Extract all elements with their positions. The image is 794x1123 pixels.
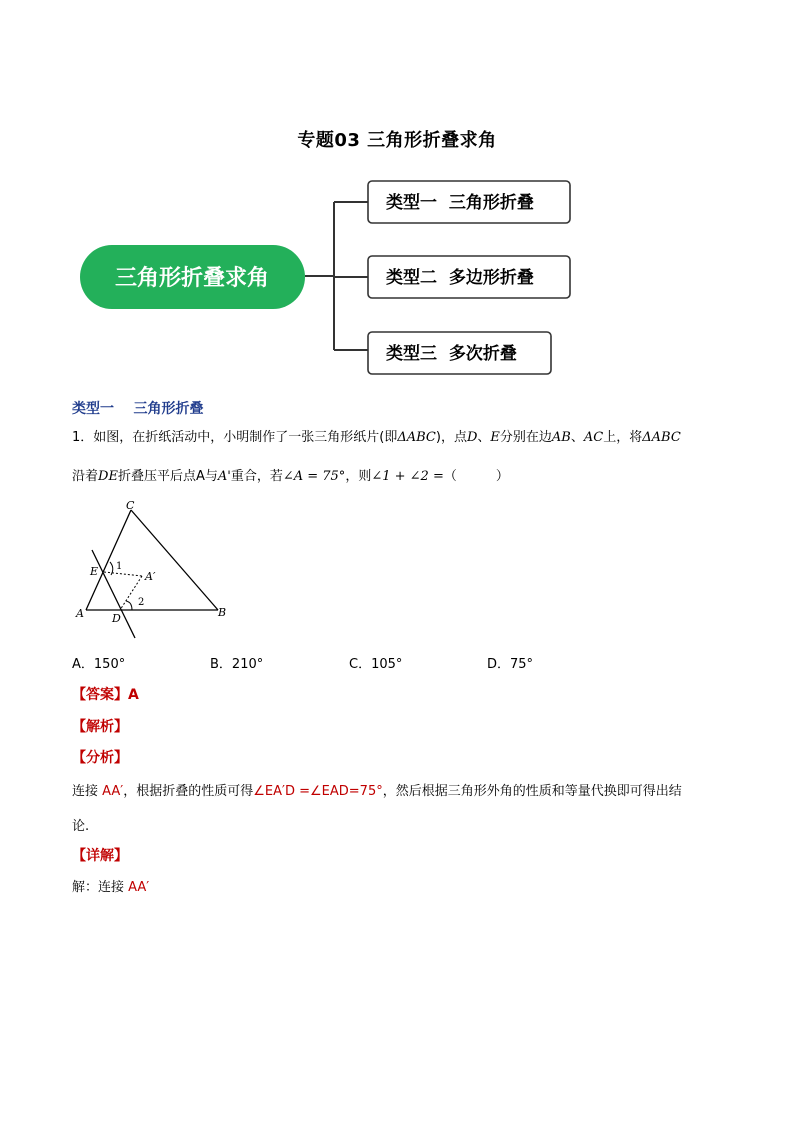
label-B: B	[218, 606, 227, 619]
analysis-line-cont: 论.	[72, 819, 90, 834]
analysis-label: 【解析】	[72, 719, 128, 735]
triangle-figure	[70, 498, 240, 643]
label-A-prime: A′	[145, 570, 156, 583]
section-heading	[72, 398, 204, 418]
answer-row	[72, 684, 139, 704]
question-line-1: 1．如图，在折纸活动中，小明制作了一张三角形纸片(即ΔABC)，点D、E分别在边AB、AC上，将ΔABC	[72, 430, 681, 445]
mindmap-branch-1-label: 类型一 三角形折叠	[386, 193, 534, 213]
option-c[interactable]: C．105°	[349, 657, 403, 672]
side-AC	[86, 510, 131, 610]
angle-1-arc	[110, 562, 113, 575]
page-title: 专题03 三角形折叠求角	[297, 130, 497, 151]
option-b[interactable]: B．210°	[210, 657, 264, 672]
label-E: E	[90, 565, 99, 578]
label-A: A	[76, 607, 84, 620]
question-line-2: 沿着DE折叠压平后点A与A'重合，若∠A = 75°，则∠1 + ∠2 =（ ）	[72, 469, 509, 484]
label-2: 2	[138, 597, 145, 608]
analysis-line: 连接 AA′，根据折叠的性质可得∠EA′D =∠EAD=75°，然后根据三角形外角的性质和等量代换即可得出结	[72, 784, 682, 799]
mindmap-root-label: 三角形折叠求角	[114, 266, 270, 291]
option-a[interactable]: A．150°	[72, 657, 126, 672]
section-heading-topic: 三角形折叠	[133, 401, 204, 417]
mindmap-branch-3-label: 类型三 多次折叠	[386, 344, 517, 364]
label-C: C	[126, 499, 135, 512]
mind-map	[0, 170, 794, 390]
side-BC	[131, 510, 218, 610]
fenxi-label: 【分析】	[72, 750, 128, 766]
answer-value: A	[128, 687, 139, 703]
label-D: D	[112, 612, 121, 625]
option-d[interactable]: D．75°	[487, 657, 534, 672]
section-heading-prefix: 类型一	[72, 401, 114, 417]
mindmap-branch-2-label: 类型二 多边形折叠	[386, 268, 534, 288]
fold-segment-EA	[104, 572, 142, 576]
answer-label: 【答案】	[72, 687, 128, 703]
solution-line: 解：连接 AA′	[72, 880, 150, 895]
detail-label: 【详解】	[72, 848, 128, 864]
label-1: 1	[116, 561, 123, 572]
angle-2-arc	[126, 601, 132, 610]
